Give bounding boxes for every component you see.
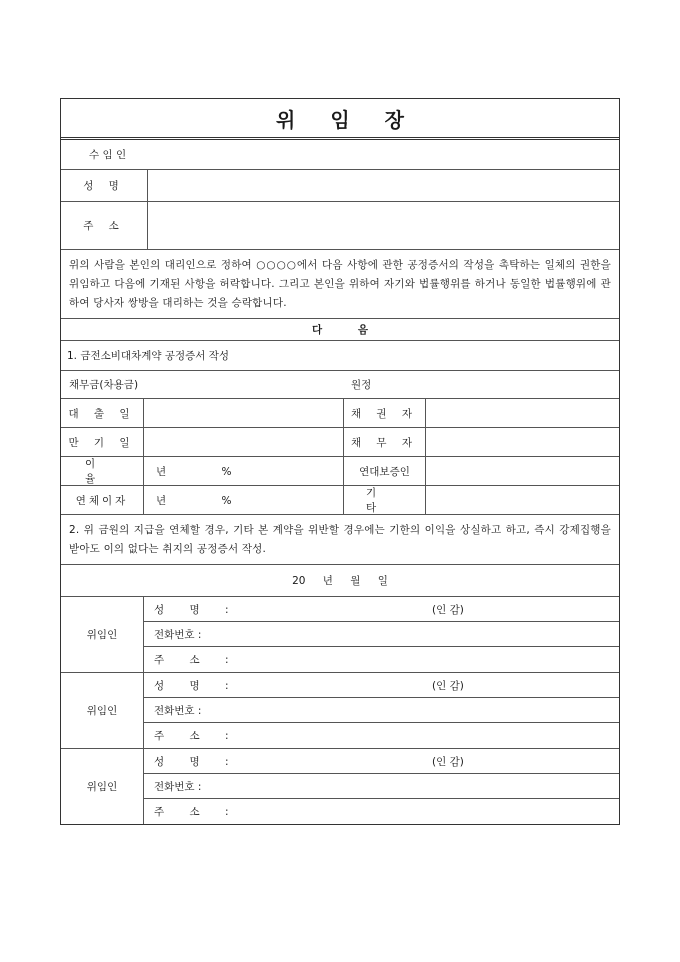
delegator-address-line[interactable] [144,723,619,748]
delegator-name-label: 성 명 : [154,679,229,692]
date-row [61,565,619,597]
delegator-name-label: 성 명 : [154,755,229,768]
power-of-attorney-form [60,98,620,825]
item2-row [61,515,619,565]
delegator-name-line[interactable] [144,749,619,774]
delegator-label: 위임인 [61,673,144,748]
delegator-phone-label: 전화번호 : [154,704,202,717]
loan-right-value[interactable] [425,486,619,514]
loan-left-label: 대 출 일 [68,407,136,420]
loan-right-label: 채 무 자 [343,428,425,456]
loan-right-label: 채 권 자 [343,399,425,427]
item1-row [61,341,619,371]
agent-address-field[interactable] [147,202,619,249]
loan-left-value[interactable]: 년 % [143,457,343,485]
debt-row [61,371,619,399]
document-title: 위 임 장 [61,99,619,140]
loan-right-value[interactable] [425,428,619,456]
loan-row [61,399,619,428]
seal-mark: (인 감) [432,755,464,768]
delegator-label: 위임인 [61,597,144,672]
delegator-address-line[interactable] [144,799,619,824]
item1-text: 1. 금전소비대차계약 공정증서 작성 [67,350,230,362]
following-header: 다 음 [312,324,384,336]
delegator-address-label: 주 소 : [154,806,229,818]
agent-header-label: 수 임 인 [89,149,127,161]
agent-header-row [61,140,619,170]
agent-name-label: 성 명 [83,180,125,192]
loan-right-value[interactable] [425,457,619,485]
delegator-address-line[interactable] [144,647,619,672]
loan-left-label: 이 율 [85,458,120,485]
delegator-label: 위임인 [61,749,144,824]
delegator-address-label: 주 소 : [154,730,229,742]
loan-row [61,457,619,486]
date-line[interactable]: 20 년 월 일 [292,575,388,587]
loan-right-value[interactable] [425,399,619,427]
following-header-row [61,319,619,341]
delegation-text: 위의 사람을 본인의 대리인으로 정하여 ○○○○에서 다음 사항에 관한 공정증서의 작성을 촉탁하는 일체의 권한을 위임하고 다음에 기재된 사항을 허락합니다. 그리고 본인을 위하여 자기와 법률행위를 하거나 동일한 법률행위에 관하여 당사자 쌍방을 대리하는 것을 승락합니다. [69,259,611,309]
debt-label: 채무금(차용금) [69,379,139,391]
delegator-group [61,597,619,673]
delegator-phone-line[interactable] [144,622,619,647]
item2-text: 2. 위 금원의 지급을 연체할 경우, 기타 본 계약을 위반할 경우에는 기한의 이익을 상실하고 하고, 즉시 강제집행을 받아도 이의 없다는 취지의 공정증서 작성. [69,524,611,555]
agent-address-label: 주 소 [83,220,125,232]
delegator-name-line[interactable] [144,597,619,622]
loan-left-value[interactable] [143,399,343,427]
delegator-name-line[interactable] [144,673,619,698]
delegator-phone-line[interactable] [144,774,619,799]
loan-left-label: 만 기 일 [68,436,136,449]
loan-row [61,486,619,515]
loan-right-label: 기 타 [343,486,425,514]
delegator-group [61,673,619,749]
delegation-row [61,250,619,319]
delegator-phone-label: 전화번호 : [154,780,202,793]
delegator-phone-label: 전화번호 : [154,628,202,641]
delegators-block [61,597,619,824]
delegator-address-label: 주 소 : [154,654,229,666]
agent-address-row [61,202,619,250]
loan-row [61,428,619,457]
delegator-phone-line[interactable] [144,698,619,723]
agent-name-field[interactable] [147,170,619,201]
loan-left-value[interactable]: 년 % [143,486,343,514]
agent-name-row [61,170,619,202]
principal-label: 원정 [351,379,372,391]
delegator-name-label: 성 명 : [154,603,229,616]
seal-mark: (인 감) [432,603,464,616]
loan-left-value[interactable] [143,428,343,456]
loan-left-label: 연체이자 [75,494,129,507]
delegator-group [61,749,619,824]
loan-right-label: 연대보증인 [343,457,425,485]
seal-mark: (인 감) [432,679,464,692]
